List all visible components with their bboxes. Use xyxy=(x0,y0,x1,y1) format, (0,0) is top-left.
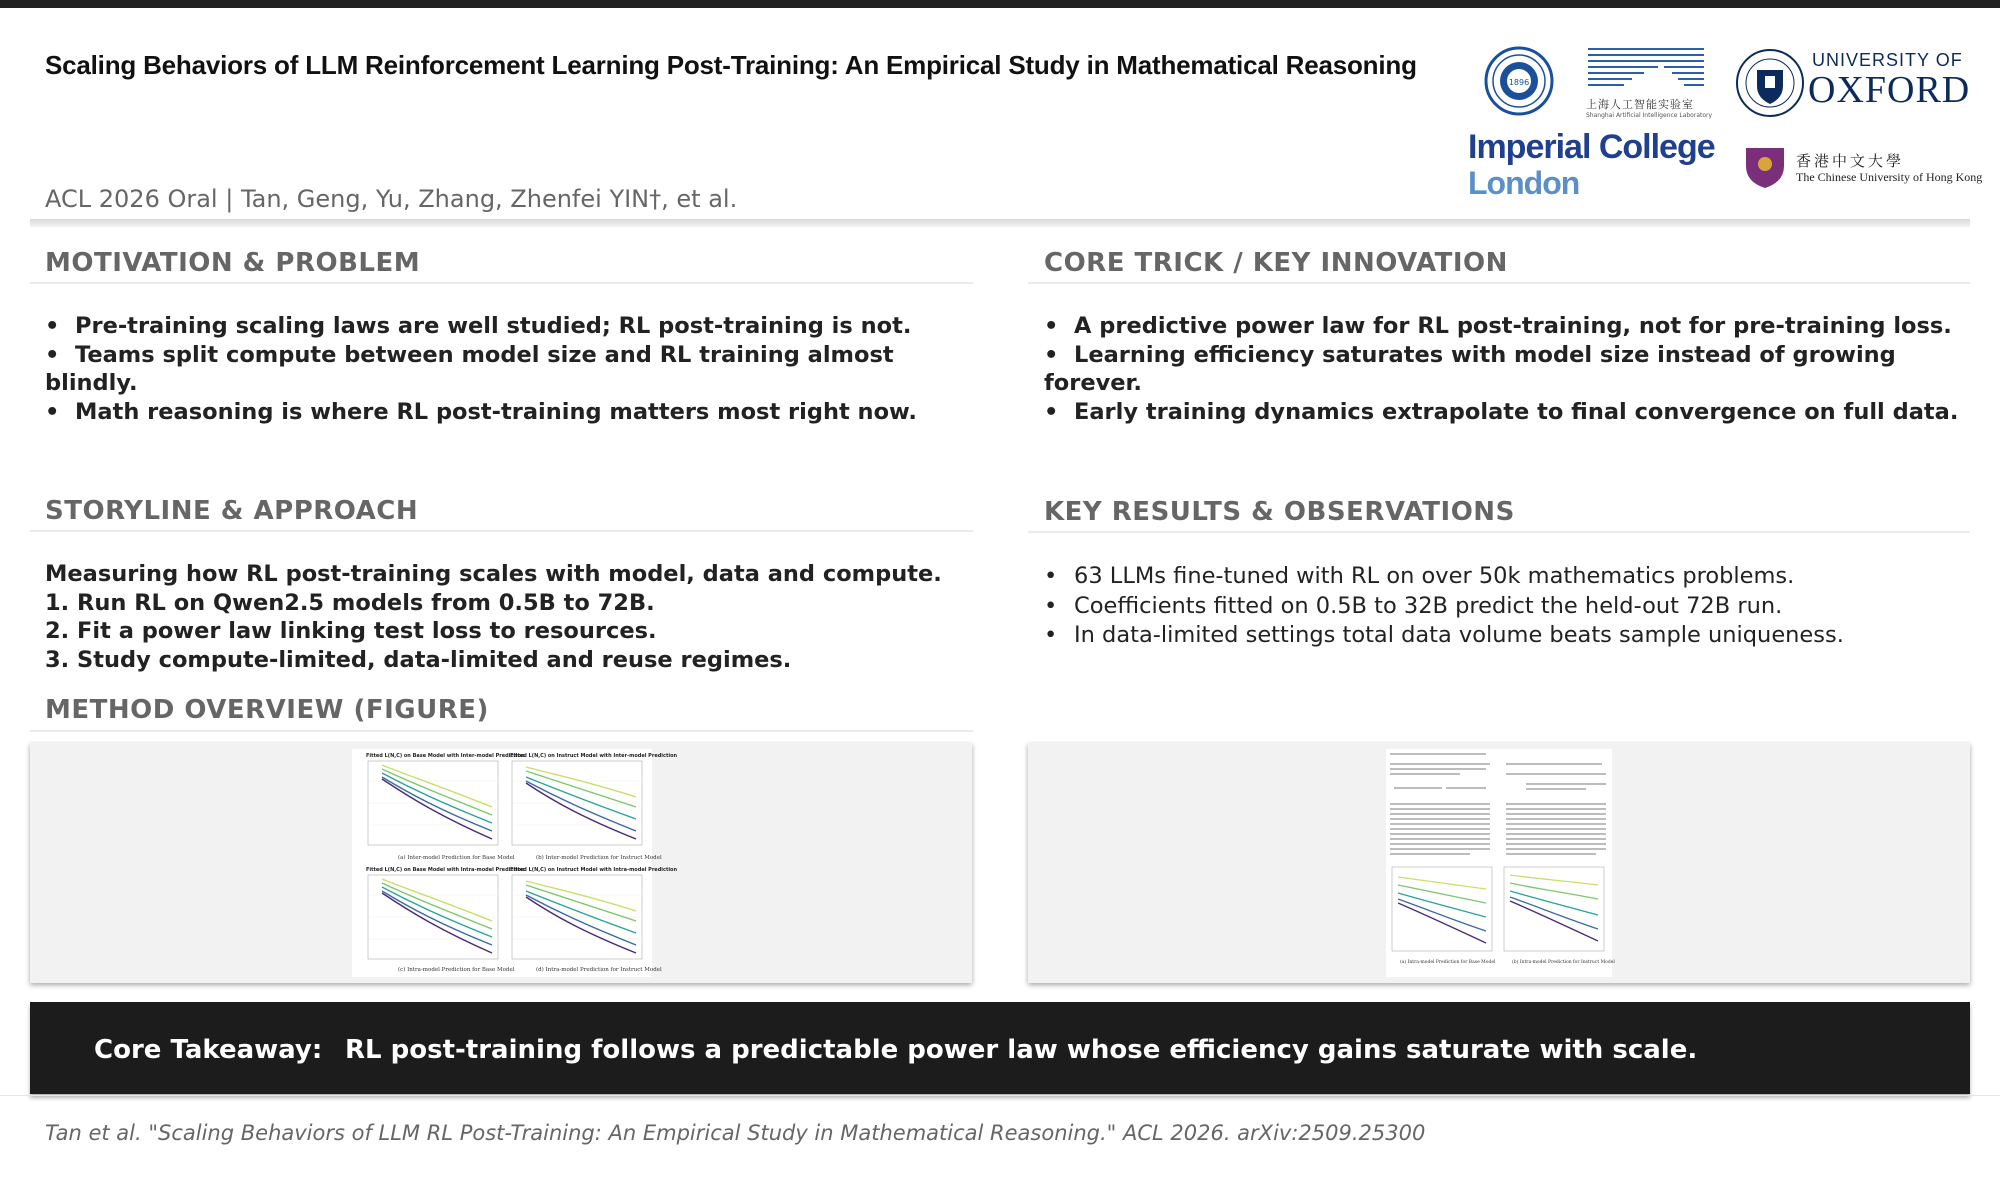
shlab-en-name: Shanghai Artificial Intelligence Laboratory xyxy=(1586,112,1713,119)
results-list xyxy=(1044,562,1964,651)
svg-text:(d) Intra-model Prediction for: (d) Intra-model Prediction for Instruct Model xyxy=(536,967,662,973)
poster-title: Scaling Behaviors of LLM Reinforcement Learning Post-Training: An Empirical Study in Mathematical Reasoning xyxy=(45,50,1417,80)
motivation-list xyxy=(45,312,965,426)
poster-authors: ACL 2026 Oral | Tan, Geng, Yu, Zhang, Zhenfei YIN†, et al. xyxy=(45,185,738,213)
figure-panel-right xyxy=(1028,743,1970,983)
results-rule xyxy=(1028,531,1970,533)
top-bar xyxy=(0,0,2000,8)
imperial-line1: Imperial College xyxy=(1468,128,1715,166)
list-item: 1. Run RL on Qwen2.5 models from 0.5B to 72B. xyxy=(45,589,655,616)
list-item: • Learning efficiency saturates with model size instead of growing forever. xyxy=(1044,341,1896,396)
storyline-list xyxy=(45,560,965,674)
list-item: • Coefficients fitted on 0.5B to 32B predict the held-out 72B run. xyxy=(1044,592,1783,619)
core-trick-list xyxy=(1044,312,1964,426)
cuhk-en-name: The Chinese University of Hong Kong xyxy=(1796,170,1983,184)
svg-text:(c) Intra-model Prediction for: (c) Intra-model Prediction for Base Model xyxy=(398,967,515,973)
motivation-heading: MOTIVATION & PROBLEM xyxy=(45,248,421,278)
inter-intra-prediction-figure xyxy=(352,749,678,977)
oxford-line2: OXFORD xyxy=(1808,69,1971,111)
figure-panel-left xyxy=(30,743,972,983)
figure-thumbnail-right xyxy=(1386,749,1615,977)
storyline-rule xyxy=(30,530,973,532)
list-item: • Teams split compute between model size and RL training almost blindly. xyxy=(45,341,894,396)
svg-text:Fitted L(N,C) on Base Model wi: Fitted L(N,C) on Base Model with Inter-model Prediction xyxy=(366,753,525,759)
svg-text:1896: 1896 xyxy=(1508,78,1530,87)
list-item: • A predictive power law for RL post-training, not for pre-training loss. xyxy=(1044,313,1952,339)
svg-text:(a) Inter-model Prediction for: (a) Inter-model Prediction for Base Model xyxy=(398,855,515,861)
core-trick-rule xyxy=(1028,282,1970,284)
takeaway-text: RL post-training follows a predictable power law whose efficiency gains saturate with scale. xyxy=(345,1035,1698,1065)
results-heading: KEY RESULTS & OBSERVATIONS xyxy=(1044,497,1515,527)
storyline-heading: STORYLINE & APPROACH xyxy=(45,496,419,526)
cuhk-crest xyxy=(1738,144,1792,190)
method-rule xyxy=(30,730,973,732)
svg-text:Fitted L(N,C) on Instruct Mode: Fitted L(N,C) on Instruct Model with Intra-model Prediction xyxy=(510,867,678,873)
storyline-intro: Measuring how RL post-training scales with model, data and compute. xyxy=(45,561,942,587)
method-heading: METHOD OVERVIEW (FIGURE) xyxy=(45,695,489,725)
footer-divider xyxy=(0,1095,2000,1096)
oxford-line1: UNIVERSITY OF xyxy=(1812,50,1963,70)
shlab-cn-name: 上海人工智能实验室 xyxy=(1586,98,1694,111)
paper-page-excerpt xyxy=(1386,749,1615,977)
figure-thumbnail-left xyxy=(352,749,678,977)
svg-text:(b) Intra-model Prediction for: (b) Intra-model Prediction for Instruct Model xyxy=(1512,960,1615,965)
list-item: • Pre-training scaling laws are well studied; RL post-training is not. xyxy=(45,313,912,339)
list-item: • In data-limited settings total data volume beats sample uniqueness. xyxy=(1044,622,1844,648)
imperial-line2: London xyxy=(1468,165,1580,201)
list-item: 2. Fit a power law linking test loss to resources. xyxy=(45,618,657,644)
list-item: • Early training dynamics extrapolate to final convergence on full data. xyxy=(1044,398,1959,425)
core-takeaway-banner xyxy=(30,1002,1970,1094)
oxford-crest xyxy=(1735,48,1805,118)
list-item: 3. Study compute-limited, data-limited and reuse regimes. xyxy=(45,646,792,673)
sjtu-logo xyxy=(1484,46,1554,116)
motivation-rule xyxy=(30,282,973,284)
header-divider xyxy=(30,219,1970,227)
list-item: • Math reasoning is where RL post-training matters most right now. xyxy=(45,398,917,425)
cuhk-cn-name: 香港中文大學 xyxy=(1796,152,1905,170)
svg-text:(b) Inter-model Prediction for: (b) Inter-model Prediction for Instruct Model xyxy=(536,855,662,861)
shanghai-ai-lab-logo xyxy=(1586,46,1713,120)
svg-text:Fitted L(N,C) on Base Model wi: Fitted L(N,C) on Base Model with Intra-model Prediction xyxy=(366,867,525,873)
citation: Tan et al. "Scaling Behaviors of LLM RL Post-Training: An Empirical Study in Mathematical Reasoning." ACL 2026. arXiv:2509.25300 xyxy=(45,1121,1426,1145)
svg-text:Fitted L(N,C) on Instruct Mode: Fitted L(N,C) on Instruct Model with Inter-model Prediction xyxy=(510,753,678,759)
svg-text:(a) Intra-model Prediction for: (a) Intra-model Prediction for Base Model xyxy=(1400,960,1496,965)
takeaway-label: Core Takeaway: xyxy=(94,1035,323,1065)
list-item: • 63 LLMs fine-tuned with RL on over 50k mathematics problems. xyxy=(1044,563,1795,589)
core-trick-heading: CORE TRICK / KEY INNOVATION xyxy=(1044,248,1508,278)
